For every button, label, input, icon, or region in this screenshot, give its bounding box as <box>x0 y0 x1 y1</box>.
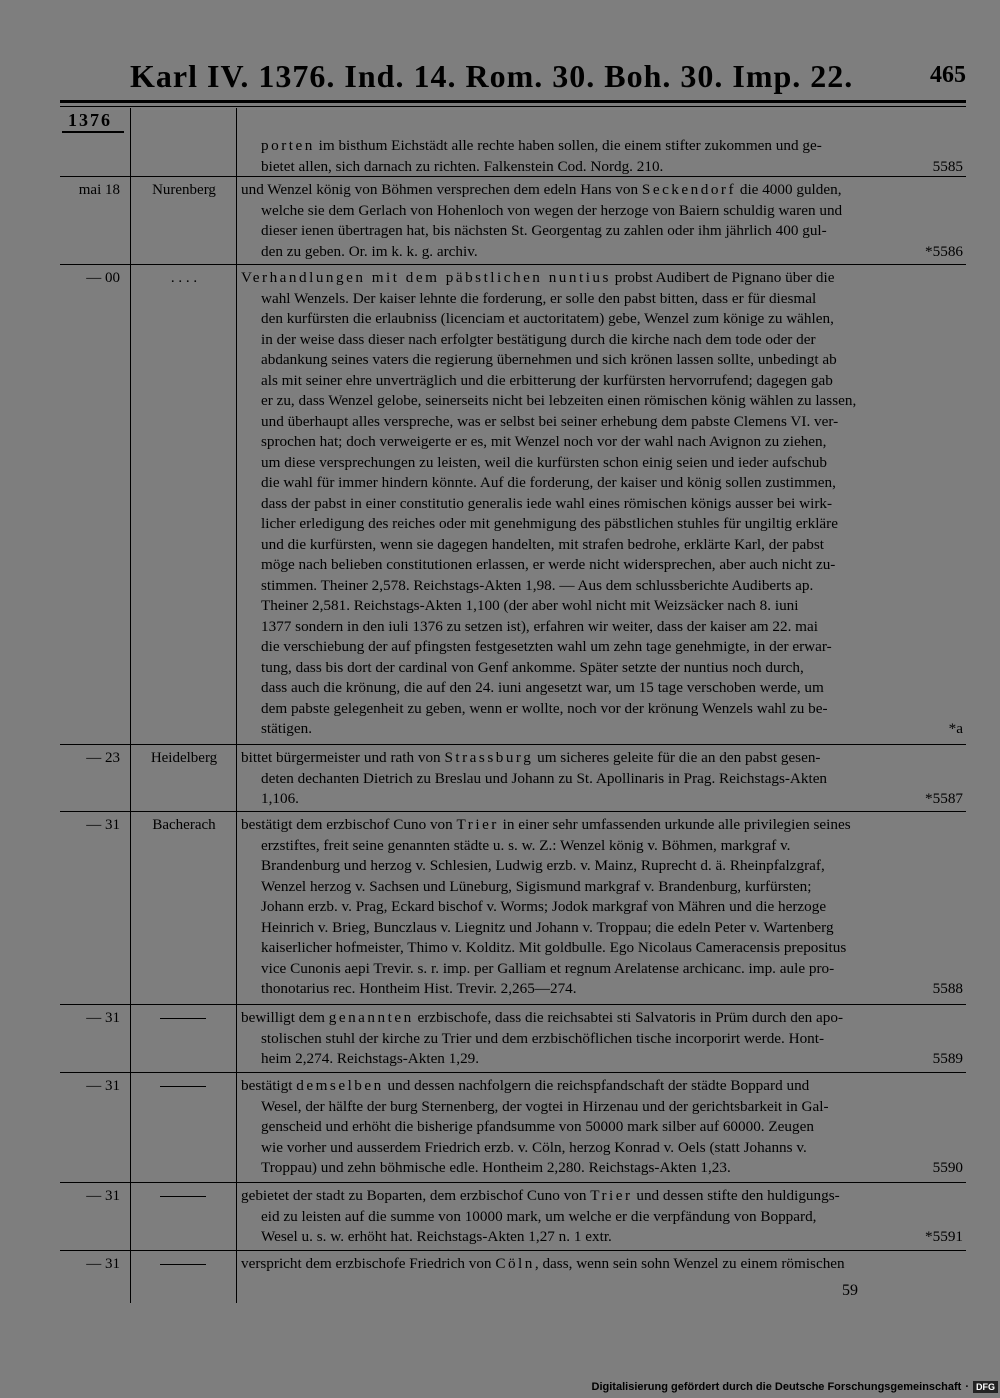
line-text: Wenzel herzog v. Sachsen und Lüneburg, Sigismund markgraf v. Brandenburg, kurfürsten; <box>261 877 812 895</box>
text-line <box>241 371 963 392</box>
ditto-dash <box>160 1018 206 1019</box>
line-text: bietet allen, sich darnach zu richten. Falkenstein Cod. Nordg. 210. <box>261 157 664 175</box>
text-line <box>241 938 963 959</box>
line-text: und Wenzel könig von Böhmen versprechen dem edeln Hans von <box>241 181 642 198</box>
entry-text <box>241 1008 963 1070</box>
entry-text <box>241 1254 963 1275</box>
column-divider-date <box>130 108 131 1303</box>
entry-place: Heidelberg <box>150 750 218 766</box>
line-text: im bisthum Eichstädt alle rechte haben sollen, die einem stifter zukommen und ge- <box>314 137 822 154</box>
line-text: dem pabste gelegenheit zu geben, wenn er wollte, noch vor der krönung Wenzels wahl zu be- <box>261 699 828 717</box>
regest-number: 5590 <box>932 1159 963 1176</box>
entry-text <box>241 180 963 262</box>
line-text: die verschiebung der auf pfingsten festgesetzten wahl um zehn tage genehmigte, in der erwar- <box>261 638 832 655</box>
entry-separator <box>60 811 966 812</box>
text-line <box>241 1117 963 1138</box>
text-line <box>241 1254 963 1275</box>
line-text: dass auch die krönung, die auf den 24. iuni angesetzt war, um 15 tage verschoben werde, um <box>261 679 824 696</box>
line-text: stätigen. <box>261 720 313 737</box>
leaf-number: 59 <box>842 1282 858 1299</box>
entry-date: mai 18 <box>78 182 120 198</box>
text-line <box>241 979 963 1000</box>
text-line <box>241 658 963 679</box>
column-divider-place <box>236 108 237 1303</box>
entry-separator <box>60 1072 966 1073</box>
line-text: in einer sehr umfassenden urkunde alle privilegien seines <box>498 816 851 833</box>
line-text: Troppau) und zehn böhmische edle. Hontheim 2,280. Reichstags-Akten 1,23. <box>261 1159 731 1176</box>
line-text: Johann erzb. v. Prag, Eckard bischof v. Worms; Jodok markgraf von Mähren und die herzoge <box>261 898 827 915</box>
text-line <box>241 748 963 769</box>
line-text: probst Audibert de Pignano über die <box>610 269 835 286</box>
digitization-footer <box>592 1379 998 1395</box>
text-line <box>241 959 963 980</box>
line-text: Theiner 2,581. Reichstags-Akten 1,100 (der aber wohl nicht mit Weizsäcker nach 8. iuni <box>261 597 799 614</box>
header-rule <box>60 100 966 103</box>
line-text: um diese versprechungen zu leisten, weil die kurfürsten schon einig seien und ieder aufschub <box>261 453 827 471</box>
line-text: in der weise dass dieser nach erfolgter bestätigung durch die kirche nach dem tode oder der <box>261 330 816 348</box>
text-line <box>241 453 963 474</box>
spaced-word: porten <box>261 137 315 154</box>
text-line <box>241 1029 963 1050</box>
spaced-name: Strassburg <box>444 749 534 766</box>
text-line <box>241 637 963 658</box>
text-line <box>241 157 963 178</box>
text-line <box>241 494 963 515</box>
entry-separator <box>60 1004 966 1005</box>
line-text: wie vorher und ausserdem Friedrich erzb. v. Cöln, herzog Konrad v. Oels (statt Johanns v. <box>261 1138 807 1156</box>
text-line <box>241 1207 963 1228</box>
header-rule-thin <box>60 106 966 107</box>
text-line <box>241 856 963 877</box>
text-line <box>241 201 963 222</box>
text-line <box>241 719 963 740</box>
text-line <box>241 221 963 242</box>
year-label: 1376 <box>68 110 112 130</box>
regest-number: *5591 <box>925 1228 963 1245</box>
line-text: dieser ienen übertragen hat, bis nächsten St. Georgentag zu zahlen oder ihm jährlich 400 gul- <box>261 222 827 239</box>
entry-place: . . . . <box>170 270 198 286</box>
line-text: eid zu leisten auf die summe von 10000 mark, um welche er die verpfändung von Boppard, <box>261 1207 817 1225</box>
text-line <box>241 836 963 857</box>
line-text: dass der pabst in einer constitutio generalis iede wahl eines römischen königs ausser bei wirk- <box>261 494 833 512</box>
regest-number: *a <box>948 720 963 737</box>
text-line <box>241 617 963 638</box>
line-text: vice Cunonis aepi Trevir. s. r. imp. per Galliam et regnum Arelatense archicanc. imp. aule pro- <box>261 959 835 977</box>
text-line <box>241 289 963 310</box>
text-line <box>241 432 963 453</box>
line-text: die 4000 gulden, <box>736 181 842 198</box>
line-text: und die kurfürsten, wenn sie dagegen handelten, mit strafen bedrohe, erklärte Karl, der pabst <box>261 535 824 553</box>
regest-number: *5586 <box>925 242 963 260</box>
text-line <box>241 769 963 790</box>
year-underline <box>62 131 124 133</box>
spaced-name: demselben <box>296 1077 384 1094</box>
text-line <box>241 789 963 810</box>
line-text: bestätigt dem erzbischof Cuno von <box>241 816 457 833</box>
text-line <box>241 1097 963 1118</box>
line-text: genscheid und erhöht die bisherige pfandsumme von 50000 mark silber auf 60000. Zeugen <box>261 1118 814 1135</box>
spaced-name: Cöln <box>495 1255 535 1272</box>
spaced-name: Trier <box>590 1187 633 1204</box>
entry-date: — 00 <box>86 270 120 286</box>
text-line <box>241 309 963 330</box>
text-line <box>241 678 963 699</box>
text-line <box>241 877 963 898</box>
line-text: thonotarius rec. Hontheim Hist. Trevir. 2,265—274. <box>261 980 577 997</box>
entry-place: Nurenberg <box>152 182 216 198</box>
text-line <box>241 596 963 617</box>
text-line <box>241 391 963 412</box>
entry-separator <box>60 264 966 265</box>
line-text: heim 2,274. Reichstags-Akten 1,29. <box>261 1050 480 1067</box>
line-text: er zu, dass Wenzel gelobe, seinerseits nicht bei lebzeiten einen römischen könig wählen zu lassen, <box>261 392 857 409</box>
line-text: Wesel, der hälfte der burg Sternenberg, der vogtei in Hirzenau und der gerichtsbarkeit in Gal- <box>261 1097 829 1115</box>
text-line <box>241 918 963 939</box>
text-line <box>241 412 963 433</box>
text-line <box>241 136 963 157</box>
line-text: wahl Wenzels. Der kaiser lehnte die forderung, er solle den pabst bitten, dass er für diesmal <box>261 289 817 307</box>
entry-text <box>241 1076 963 1179</box>
text-line <box>241 1008 963 1029</box>
line-text: den kurfürsten die erlaubniss (licenciam et auctoritatem) gebe, Wenzel zum könige zu wählen, <box>261 310 834 327</box>
text-line <box>241 1227 963 1248</box>
entry-date: — 31 <box>86 1010 120 1026</box>
text-line <box>241 699 963 720</box>
ditto-dash <box>160 1086 206 1087</box>
footer-text: Digitalisierung gefördert durch die Deutsche Forschungsgemeinschaft <box>591 1381 962 1393</box>
text-line <box>241 1158 963 1179</box>
entry-text <box>241 1186 963 1248</box>
text-line <box>241 1049 963 1070</box>
spaced-name: genannten <box>328 1009 414 1026</box>
line-text: möge nach belieben constitutionen erlassen, er werde nicht widersprechen, aber auch nicht zu- <box>261 556 836 573</box>
line-text: und dessen stifte den huldigungs- <box>632 1187 840 1204</box>
text-line <box>241 350 963 371</box>
text-line <box>241 555 963 576</box>
line-text: verspricht dem erzbischofe Friedrich von <box>241 1255 496 1272</box>
page-number: 465 <box>930 62 966 88</box>
text-line <box>241 330 963 351</box>
page-header <box>130 58 966 98</box>
line-text: stolischen stuhl der kirche zu Trier und dem erzbischöflichen tische incorporirt werde. Hont- <box>261 1029 825 1047</box>
line-text: als mit seiner ehre unverträglich und die erbitterung der kurfürsten hervorrufend; dagegen gab <box>261 371 833 389</box>
line-text: stimmen. Theiner 2,578. Reichstags-Akten 1,98. — Aus dem schlussberichte Audiberts ap. <box>261 576 814 594</box>
text-line <box>241 576 963 597</box>
text-line <box>241 514 963 535</box>
entry-text <box>241 268 963 740</box>
entry-date: — 31 <box>86 817 120 833</box>
spaced-name: Trier <box>456 816 499 833</box>
line-text: um sicheres geleite für die an den pabst gesen- <box>533 749 821 766</box>
entry-separator <box>60 744 966 745</box>
line-text: kaiserlicher hofmeister, Thimo v. Kolditz. Mit goldbulle. Ego Nicolaus Cameracensis prepositus <box>261 939 847 956</box>
text-line <box>241 897 963 918</box>
entry-date: — 31 <box>86 1188 120 1204</box>
ditto-dash <box>160 1264 206 1265</box>
line-text: gebietet der stadt zu Boparten, dem erzbischof Cuno von <box>241 1187 591 1204</box>
regest-number: 5585 <box>932 157 963 175</box>
dfg-logo-icon: DFG <box>973 1381 998 1393</box>
line-text: Heinrich v. Brieg, Bunczlaus v. Liegnitz und Johann v. Troppau; die edeln Peter v. Wartenberg <box>261 918 834 936</box>
entry-date: — 31 <box>86 1256 120 1272</box>
line-text: und dessen nachfolgern die reichspfandschaft der städte Boppard und <box>383 1077 810 1094</box>
text-line <box>241 1138 963 1159</box>
text-line <box>241 242 963 263</box>
line-text: sprochen hat; doch verweigerte er es, mit Wenzel noch vor der wahl nach Avignon zu ziehen, <box>261 433 827 450</box>
line-text: Wesel u. s. w. erhöht hat. Reichstags-Akten 1,27 n. 1 extr. <box>261 1228 612 1245</box>
line-text: 1,106. <box>261 790 299 807</box>
line-text: Brandenburg und herzog v. Schlesien, Ludwig erzb. v. Mainz, Ruprecht d. ä. Rheinpfalzgraf, <box>261 857 825 874</box>
line-text: bestätigt <box>241 1077 297 1094</box>
regest-number: *5587 <box>925 790 963 807</box>
line-text: abdankung seines vaters die regierung übernehmen und sich krönen lassen sollte, unbedingt ab <box>261 351 837 368</box>
entry-text <box>241 815 963 1000</box>
entry-place: Bacherach <box>152 817 216 833</box>
text-line <box>241 815 963 836</box>
entry-date: — 31 <box>86 1078 120 1094</box>
entry-text <box>241 136 963 177</box>
text-line <box>241 1076 963 1097</box>
line-text: licher erledigung des reiches oder mit genehmigung des päbstlichen stuhles für ungiltig erkläre <box>261 515 838 532</box>
line-text: 1377 sondern in den iuli 1376 zu setzen ist), erfahren wir weiter, dass der kaiser am 22. mai <box>261 617 818 635</box>
line-text: die wahl für immer hindern könnte. Auf die forderung, der kaiser und könig sollen zustimmen, <box>261 474 836 491</box>
line-text: bittet bürgermeister und rath von <box>241 749 445 766</box>
regest-number: 5589 <box>932 1050 963 1067</box>
entry-separator <box>60 1250 966 1251</box>
line-text: und überhaupt alles verspreche, was er selbst bei seiner erhebung dem pabste Clemens VI. ver- <box>261 412 839 430</box>
spaced-name: Seckendorf <box>641 181 737 198</box>
spaced-word: Verhandlungen mit dem päbstlichen nuntius <box>241 269 611 286</box>
line-text: tung, dass bis dort der cardinal von Genf ankomme. Später setzte der nuntius noch durch, <box>261 658 804 676</box>
line-text: erzbischofe, dass die reichsabtei sti Salvatoris in Prüm durch den apo- <box>413 1009 844 1026</box>
running-title: Karl IV. 1376. Ind. 14. Rom. 30. Boh. 30. Imp. 22. <box>130 58 854 94</box>
entry-separator <box>60 176 966 177</box>
ditto-dash <box>160 1196 206 1197</box>
regest-number: 5588 <box>932 980 963 997</box>
line-text: , dass, wenn sein sohn Wenzel zu einem römischen <box>534 1255 845 1272</box>
line-text: den zu geben. Or. im k. k. g. archiv. <box>261 242 478 260</box>
line-text: bewilligt dem <box>241 1009 329 1026</box>
text-line <box>241 1186 963 1207</box>
text-line <box>241 180 963 201</box>
text-line <box>241 473 963 494</box>
line-text: erzstiftes, freit seine genannten städte u. s. w. Z.: Wenzel könig v. Böhmen, markgraf v. <box>261 836 791 854</box>
text-line <box>241 535 963 556</box>
entry-text <box>241 748 963 810</box>
line-text: deten dechanten Dietrich zu Breslau und Johann zu St. Apollinaris in Prag. Reichstags-Akten <box>261 769 828 787</box>
line-text: welche sie dem Gerlach von Hohenloch von wegen der herzoge von Baiern schuldig waren und <box>261 201 843 219</box>
entry-date: — 23 <box>86 750 120 766</box>
entry-separator <box>60 1182 966 1183</box>
text-line <box>241 268 963 289</box>
footer-dot: · <box>965 1381 969 1393</box>
